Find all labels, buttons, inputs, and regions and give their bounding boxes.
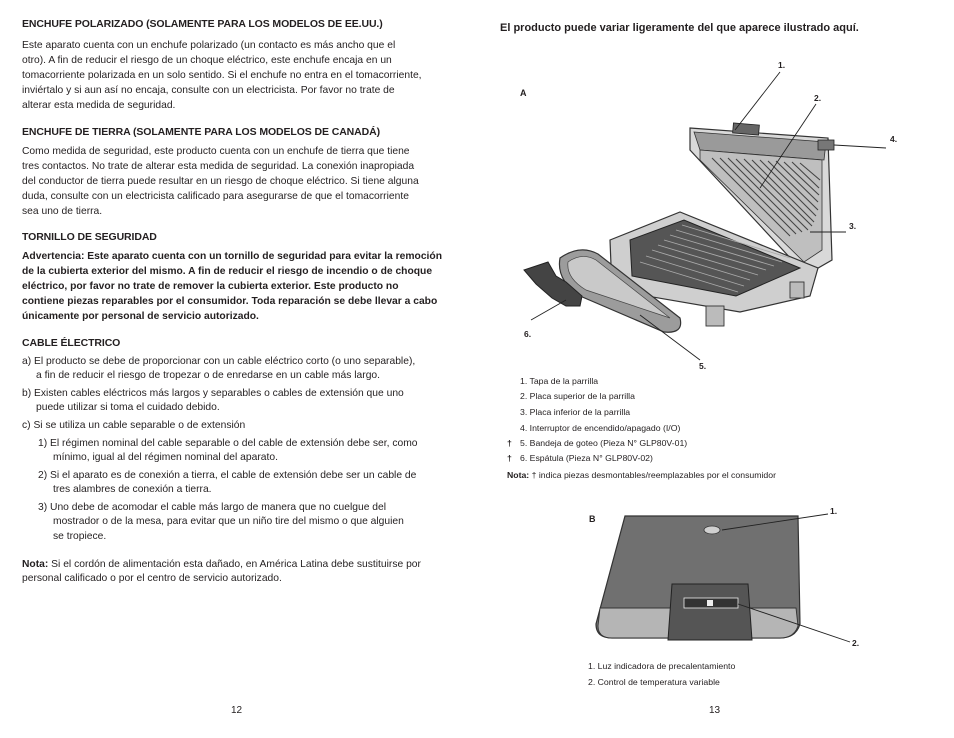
text-line: del conductor de tierra puede resultar en un riesgo de choque eléctrico. Si tiene alguna	[22, 176, 419, 187]
callout-b-2: 2.	[852, 638, 860, 648]
text-line: Como medida de seguridad, este producto cuenta con un enchufe de tierra que tiene	[22, 146, 410, 157]
sub-item-1: 1) El régimen nominal del cable separable o del cable de extensión debe ser, como	[38, 438, 418, 449]
sub-item-1-cont: mínimo, igual al del régimen nominal del aparato.	[53, 452, 278, 463]
text-line: Este aparato cuenta con un enchufe polarizado (un contacto es más ancho que el	[22, 40, 396, 51]
page-number: 13	[709, 705, 721, 716]
text-line: tres contactos. No trate de alterar esta medida de seguridad. La conexión inapropiada	[22, 161, 415, 172]
product-disclaimer: El producto puede variar ligeramente del que aparece ilustrado aquí.	[500, 22, 859, 34]
callout-4: 4.	[890, 134, 898, 144]
text-line: de la cubierta exterior del mismo. A fin de reducir el riesgo de incendio o de choque	[22, 266, 433, 277]
caption-a-3: 3. Placa inferior de la parrilla	[520, 407, 631, 417]
figure-a-label: A	[520, 88, 527, 98]
caption-a-1: 1. Tapa de la parrilla	[520, 376, 599, 386]
caption-a-6: 6. Espátula (Pieza N° GLP80V-02)	[520, 453, 653, 463]
list-item-a: a) El producto se debe de proporcionar con un cable eléctrico corto (o uno separable),	[22, 356, 416, 367]
preheat-light-indicator	[704, 526, 720, 534]
caption-a-2: 2. Placa superior de la parrilla	[520, 391, 635, 401]
sub-item-2-cont: tres alambres de conexión a tierra.	[53, 484, 212, 495]
callout-2: 2.	[814, 93, 822, 103]
note-line-cont: personal calificado o por el centro de servicio autorizado.	[22, 573, 282, 584]
note-text: † indica piezas desmontables/reemplazables por el consumidor	[529, 470, 776, 480]
grill-illustration-b	[596, 516, 800, 640]
text-line: contiene piezas reparables por el consumidor. Toda reparación se debe llevar a cabo	[22, 296, 438, 307]
text-line: sea uno de tierra.	[22, 206, 103, 217]
dagger-6: †	[507, 453, 512, 463]
note-text: Si el cordón de alimentación esta dañado, en América Latina debe sustituirse por	[48, 559, 421, 570]
caption-a-4: 4. Interruptor de encendido/apagado (I/O)	[520, 423, 681, 433]
heading-polarized-plug: ENCHUFE POLARIZADO (SOLAMENTE PARA LOS MODELOS DE EE.UU.)	[22, 18, 383, 30]
callout-5: 5.	[699, 361, 707, 371]
caption-b-2: 2. Control de temperatura variable	[588, 677, 720, 687]
heading-safety-screw: TORNILLO DE SEGURIDAD	[22, 231, 157, 243]
heading-electric-cord: CABLE ÉLECTRICO	[22, 337, 121, 349]
callout-6: 6.	[524, 329, 532, 339]
text-line: inviértalo y si aun así no encaja, consulte con un electricista. Por favor no trate de	[22, 85, 395, 96]
note-label: Nota:	[22, 559, 49, 570]
text-line: únicamente por personal de servicio autorizado.	[22, 311, 259, 322]
sub-item-3-cont: se tropiece.	[53, 531, 107, 542]
callout-b-1: 1.	[830, 506, 838, 516]
text-line: tomacorriente polarizada en un solo sentido. Si el enchufe no entra en el tomacorriente,	[22, 70, 422, 81]
power-switch	[818, 140, 834, 150]
text-line: eléctrico, por favor no trate de remover la cubierta exterior. Este producto no	[22, 281, 399, 292]
figure-a-note	[507, 470, 776, 480]
list-item-c: c) Si se utiliza un cable separable o de extensión	[22, 420, 246, 431]
caption-a-5: 5. Bandeja de goteo (Pieza N° GLP80V-01)	[520, 438, 688, 448]
list-item-b: b) Existen cables eléctricos más largos y separables o cables de extensión que uno	[22, 388, 404, 399]
callout-3: 3.	[849, 221, 857, 231]
figure-b-label: B	[589, 514, 596, 524]
dagger-5: †	[507, 438, 512, 448]
note-label: Nota:	[507, 470, 530, 480]
list-item-b-cont: puede utilizar si toma el cuidado debido.	[36, 402, 220, 413]
list-item-a-cont: a fin de reducir el riesgo de tropezar o de enredarse en un cable más largo.	[36, 370, 381, 381]
caption-b-1: 1. Luz indicadora de precalentamiento	[588, 661, 736, 671]
text-line: duda, consulte con un electricista calificado para asegurarse de que el tomacorriente	[22, 191, 409, 202]
callout-1: 1.	[778, 60, 786, 70]
sub-item-3: 3) Uno debe de acomodar el cable más largo de manera que no cuelgue del	[38, 502, 387, 513]
text-line: otro). A fin de reducir el riesgo de un choque eléctrico, este enchufe encaja en un	[22, 55, 392, 66]
heading-ground-plug: ENCHUFE DE TIERRA (SOLAMENTE PARA LOS MODELOS DE CANADÁ)	[22, 126, 381, 138]
text-line: alterar esta medida de seguridad.	[22, 100, 176, 111]
page-number: 12	[231, 705, 243, 716]
sub-item-3-cont: mostrador o de la mesa, para evitar que un niño tire del mismo o que alguien	[53, 516, 404, 527]
sub-item-2: 2) Si el aparato es de conexión a tierra, el cable de extensión debe ser un cable de	[38, 470, 417, 481]
text-line: Advertencia: Este aparato cuenta con un tornillo de seguridad para evitar la remoción	[22, 251, 442, 262]
